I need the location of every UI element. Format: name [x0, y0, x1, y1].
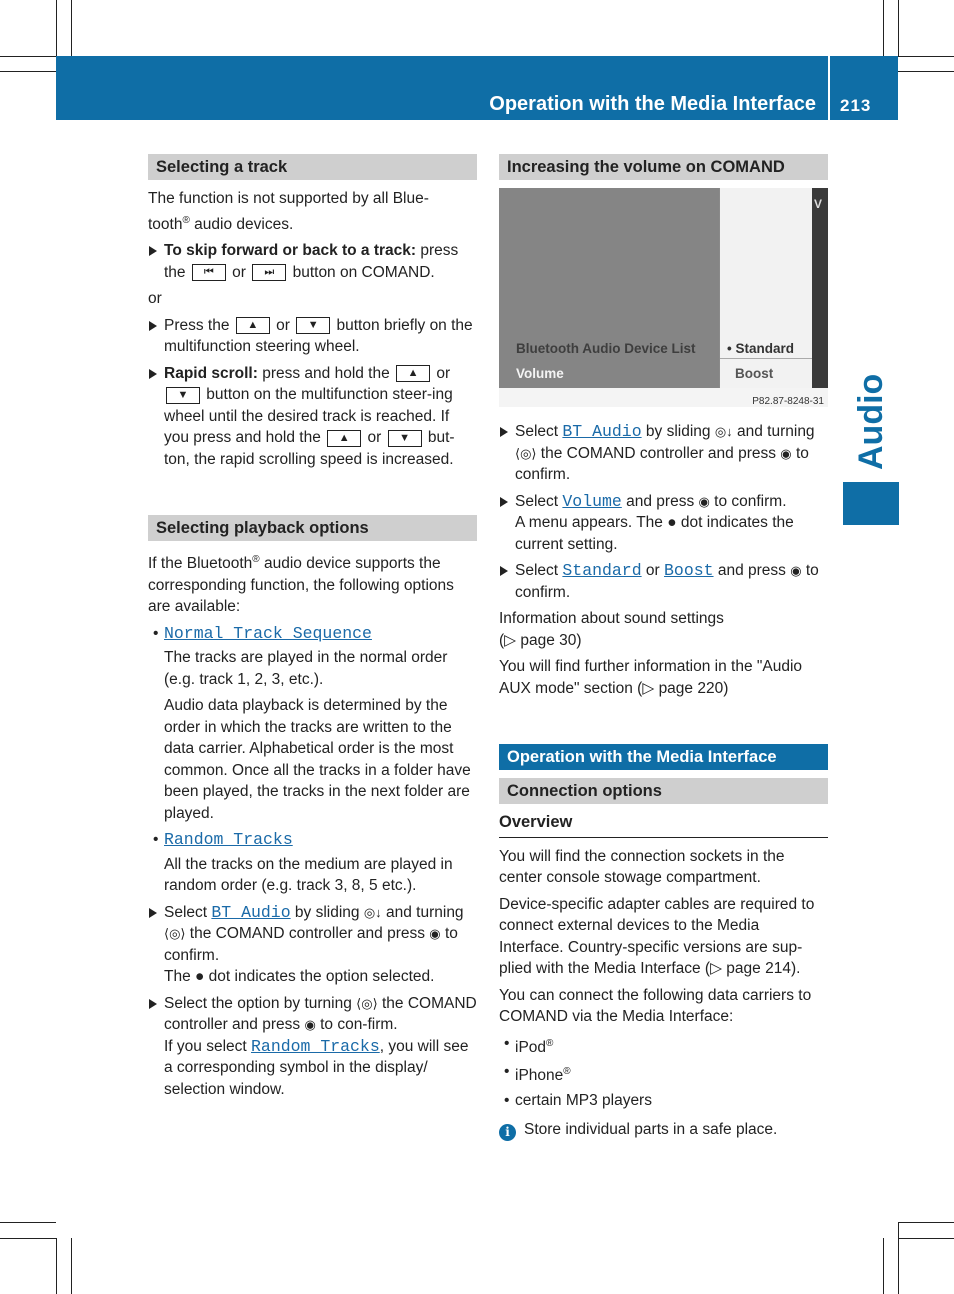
- crop-mark: [0, 1222, 56, 1223]
- or-text: or: [148, 290, 162, 308]
- crop-mark: [898, 1238, 954, 1239]
- paragraph: You can connect the following data carriers to COMAND via the Media Interface:: [499, 986, 812, 1025]
- screen-option-divider: [720, 358, 812, 359]
- instruction-step: Select BT Audio by sliding ◎↓ and turning ⟨◎⟩ the COMAND controller and press ◉ to confirm. The ● dot indicates the option selected.: [148, 902, 477, 988]
- instruction-step: Select Volume and press ◉ to confirm. A menu appears. The ● dot indicates the current setting.: [499, 491, 828, 556]
- turn-controller-icon: ⟨◎⟩: [356, 995, 378, 1011]
- crop-mark: [898, 71, 954, 72]
- note: i Store individual parts in a safe place.: [499, 1119, 828, 1141]
- list-item: • certain MP3 players: [499, 1090, 828, 1112]
- right-column: [499, 154, 828, 1146]
- section-heading-volume: Increasing the volume on COMAND: [499, 154, 828, 180]
- instruction-step: Select Standard or Boost and press ◉ to confirm.: [499, 560, 828, 603]
- crop-mark: [898, 1222, 899, 1294]
- comand-display-screenshot: [499, 188, 828, 407]
- down-button-icon: ▼: [388, 430, 422, 447]
- instruction-step: Press the ▲ or ▼ button briefly on the multifunction steering wheel.: [148, 315, 477, 358]
- crop-mark: [898, 56, 954, 57]
- list-item: • Random Tracks: [148, 829, 477, 851]
- screen-edge-label: V: [814, 197, 823, 211]
- press-controller-icon: ◉: [698, 493, 710, 509]
- turn-controller-icon: ⟨◎⟩: [515, 445, 537, 461]
- up-button-icon: ▲: [236, 317, 270, 334]
- skip-forward-button-icon: ⏭: [252, 264, 286, 281]
- up-button-icon: ▲: [327, 430, 361, 447]
- section-heading-playback-options: Selecting playback options: [148, 515, 477, 541]
- crop-mark: [0, 56, 56, 57]
- instruction-step: Select the option by turning ⟨◎⟩ the COMAND controller and press ◉ to con-firm. If you select Random Tracks, you will see a corresponding symbol in the display/ selection window.: [148, 993, 477, 1101]
- crop-mark: [56, 0, 57, 56]
- press-controller-icon: ◉: [780, 445, 792, 461]
- paragraph: Information about sound settings (▷ page 30): [499, 610, 724, 649]
- overview-heading: Overview: [499, 812, 828, 838]
- screen-option-boost: Boost: [735, 366, 774, 381]
- paragraph: You will find the connection sockets in the center console stowage compartment.: [499, 847, 785, 886]
- turn-controller-icon: ⟨◎⟩: [164, 926, 186, 942]
- slide-controller-icon: ◎↓: [714, 424, 733, 439]
- list-item: • Normal Track Sequence: [148, 623, 477, 645]
- crop-mark: [0, 1238, 56, 1239]
- list-item: • iPod®: [499, 1033, 828, 1059]
- down-button-icon: ▼: [296, 317, 330, 334]
- crop-mark: [898, 1222, 954, 1223]
- press-controller-icon: ◉: [429, 926, 441, 942]
- down-button-icon: ▼: [166, 387, 200, 404]
- instruction-step: Rapid scroll: press and hold the ▲ or ▼ button on the multifunction steer-ing wheel until the desired track is reached. If you press and hold the ▲ or ▼ but-ton, the rapid scrolling speed is increased.: [148, 363, 477, 471]
- slide-controller-icon: ◎↓: [363, 904, 382, 920]
- instruction-step: To skip forward or back to a track: press the ⏮ or ⏭ button on COMAND.: [148, 240, 477, 283]
- page-reference[interactable]: (▷ page 30): [499, 631, 582, 649]
- screen-menu-item: Bluetooth Audio Device List: [516, 341, 696, 356]
- crop-mark: [71, 1238, 72, 1294]
- skip-back-button-icon: ⏮: [192, 264, 226, 281]
- crop-mark: [883, 1238, 884, 1294]
- press-controller-icon: ◉: [304, 1017, 316, 1033]
- paragraph: All the tracks on the medium are played in random order (e.g. track 3, 8, 5 etc.).: [164, 855, 453, 895]
- header-divider: [828, 56, 830, 120]
- page-header-title: Operation with the Media Interface: [489, 93, 816, 115]
- list-item: • iPhone®: [499, 1061, 828, 1087]
- paragraph: The tracks are played in the normal order (e.g. track 1, 2, 3, etc.).: [164, 649, 448, 688]
- paragraph: Device-specific adapter cables are required to connect external devices to the Media Interface. Country-specific versions are sup-plied with the Media Interface (▷ page 214).: [499, 895, 815, 977]
- side-tab-marker: [843, 482, 899, 525]
- screen-option-standard: • Standard: [727, 341, 794, 356]
- crop-mark: [56, 1238, 57, 1294]
- section-heading-selecting-track: Selecting a track: [148, 154, 477, 180]
- section-heading-media-interface: Operation with the Media Interface: [499, 744, 828, 770]
- crop-mark: [883, 0, 884, 56]
- crop-mark: [898, 0, 899, 56]
- press-controller-icon: ◉: [790, 563, 802, 578]
- screen-menu-item-selected: Volume: [516, 366, 564, 381]
- screen-edge: [812, 188, 828, 388]
- crop-mark: [71, 0, 72, 56]
- page-number: 213: [840, 96, 872, 115]
- left-column: [148, 154, 477, 1105]
- up-button-icon: ▲: [396, 365, 430, 382]
- section-subheading-connection-options: Connection options: [499, 778, 828, 804]
- image-reference-code: P82.87-8248-31: [752, 396, 824, 407]
- crop-mark: [0, 71, 56, 72]
- instruction-step: Select BT Audio by sliding ◎↓ and turning ⟨◎⟩ the COMAND controller and press ◉ to confirm.: [499, 421, 828, 486]
- paragraph: You will find further information in the "Audio AUX mode" section (▷ page 220): [499, 658, 803, 697]
- paragraph: The function is not supported by all Blue- tooth® audio devices.: [148, 190, 429, 233]
- paragraph: If the Bluetooth® audio device supports the corresponding function, the following options are available:: [148, 554, 454, 616]
- paragraph: Audio data playback is determined by the order in which the tracks are written to the data carrier. Alphabetical order is the most common. Once all the tracks in a folder have been played, the tracks in the next folder are played.: [164, 697, 471, 822]
- info-icon: i: [499, 1124, 516, 1141]
